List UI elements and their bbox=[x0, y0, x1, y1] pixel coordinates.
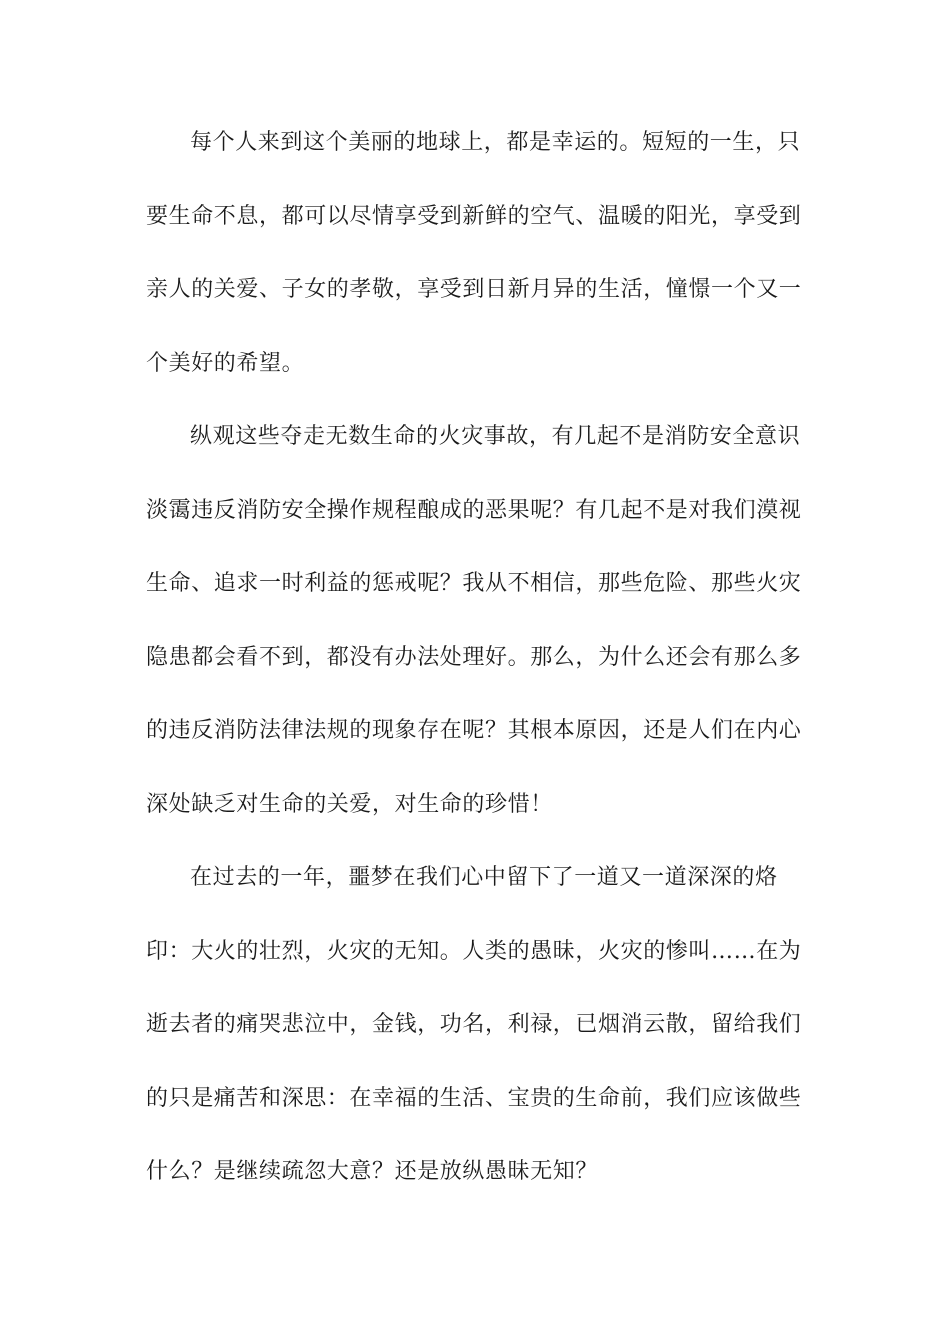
paragraph-line: 生命、追求一时利益的惩戒呢？我从不相信，那些危险、那些火灾 bbox=[146, 571, 802, 596]
paragraph-line: 什么？是继续疏忽大意？还是放纵愚昧无知？ bbox=[146, 1159, 599, 1184]
paragraph-3 bbox=[146, 853, 806, 1221]
paragraph-line: 纵观这些夺走无数生命的火灾事故，有几起不是消防安全意识 bbox=[190, 424, 801, 449]
paragraph-line: 的只是痛苦和深思：在幸福的生活、宝贵的生命前，我们应该做些 bbox=[146, 1085, 802, 1111]
paragraph-line: 每个人来到这个美丽的地球上，都是幸运的。短短的一生，只 bbox=[190, 130, 801, 155]
paragraph-line: 要生命不息，都可以尽情享受到新鲜的空气、温暖的阳光，享受到 bbox=[146, 203, 802, 229]
paragraph-2 bbox=[146, 412, 806, 853]
paragraph-1 bbox=[146, 118, 806, 412]
paragraph-line: 个美好的希望。 bbox=[146, 350, 305, 376]
paragraph-line: 的违反消防法律法规的现象存在呢？其根本原因，还是人们在内心 bbox=[146, 718, 802, 743]
paragraph-line: 隐患都会看不到，都没有办法处理好。那么，为什么还会有那么多 bbox=[146, 644, 802, 670]
paragraph-line: 在过去的一年，噩梦在我们心中留下了一道又一道深深的烙 bbox=[190, 865, 778, 890]
paragraph-line: 印：大火的壮烈，火灾的无知。人类的愚昧，火灾的惨叫……在为 bbox=[146, 938, 802, 964]
document-body bbox=[146, 118, 806, 1221]
paragraph-line: 亲人的关爱、子女的孝敬，享受到日新月异的生活，憧憬一个又一 bbox=[146, 277, 802, 302]
paragraph-line: 逝去者的痛哭悲泣中，金钱，功名，利禄，已烟消云散，留给我们 bbox=[146, 1012, 802, 1037]
paragraph-line: 深处缺乏对生命的关爱，对生命的珍惜！ bbox=[146, 791, 553, 817]
paragraph-line: 淡霭违反消防安全操作规程酿成的恶果呢？有几起不是对我们漠视 bbox=[146, 497, 802, 523]
